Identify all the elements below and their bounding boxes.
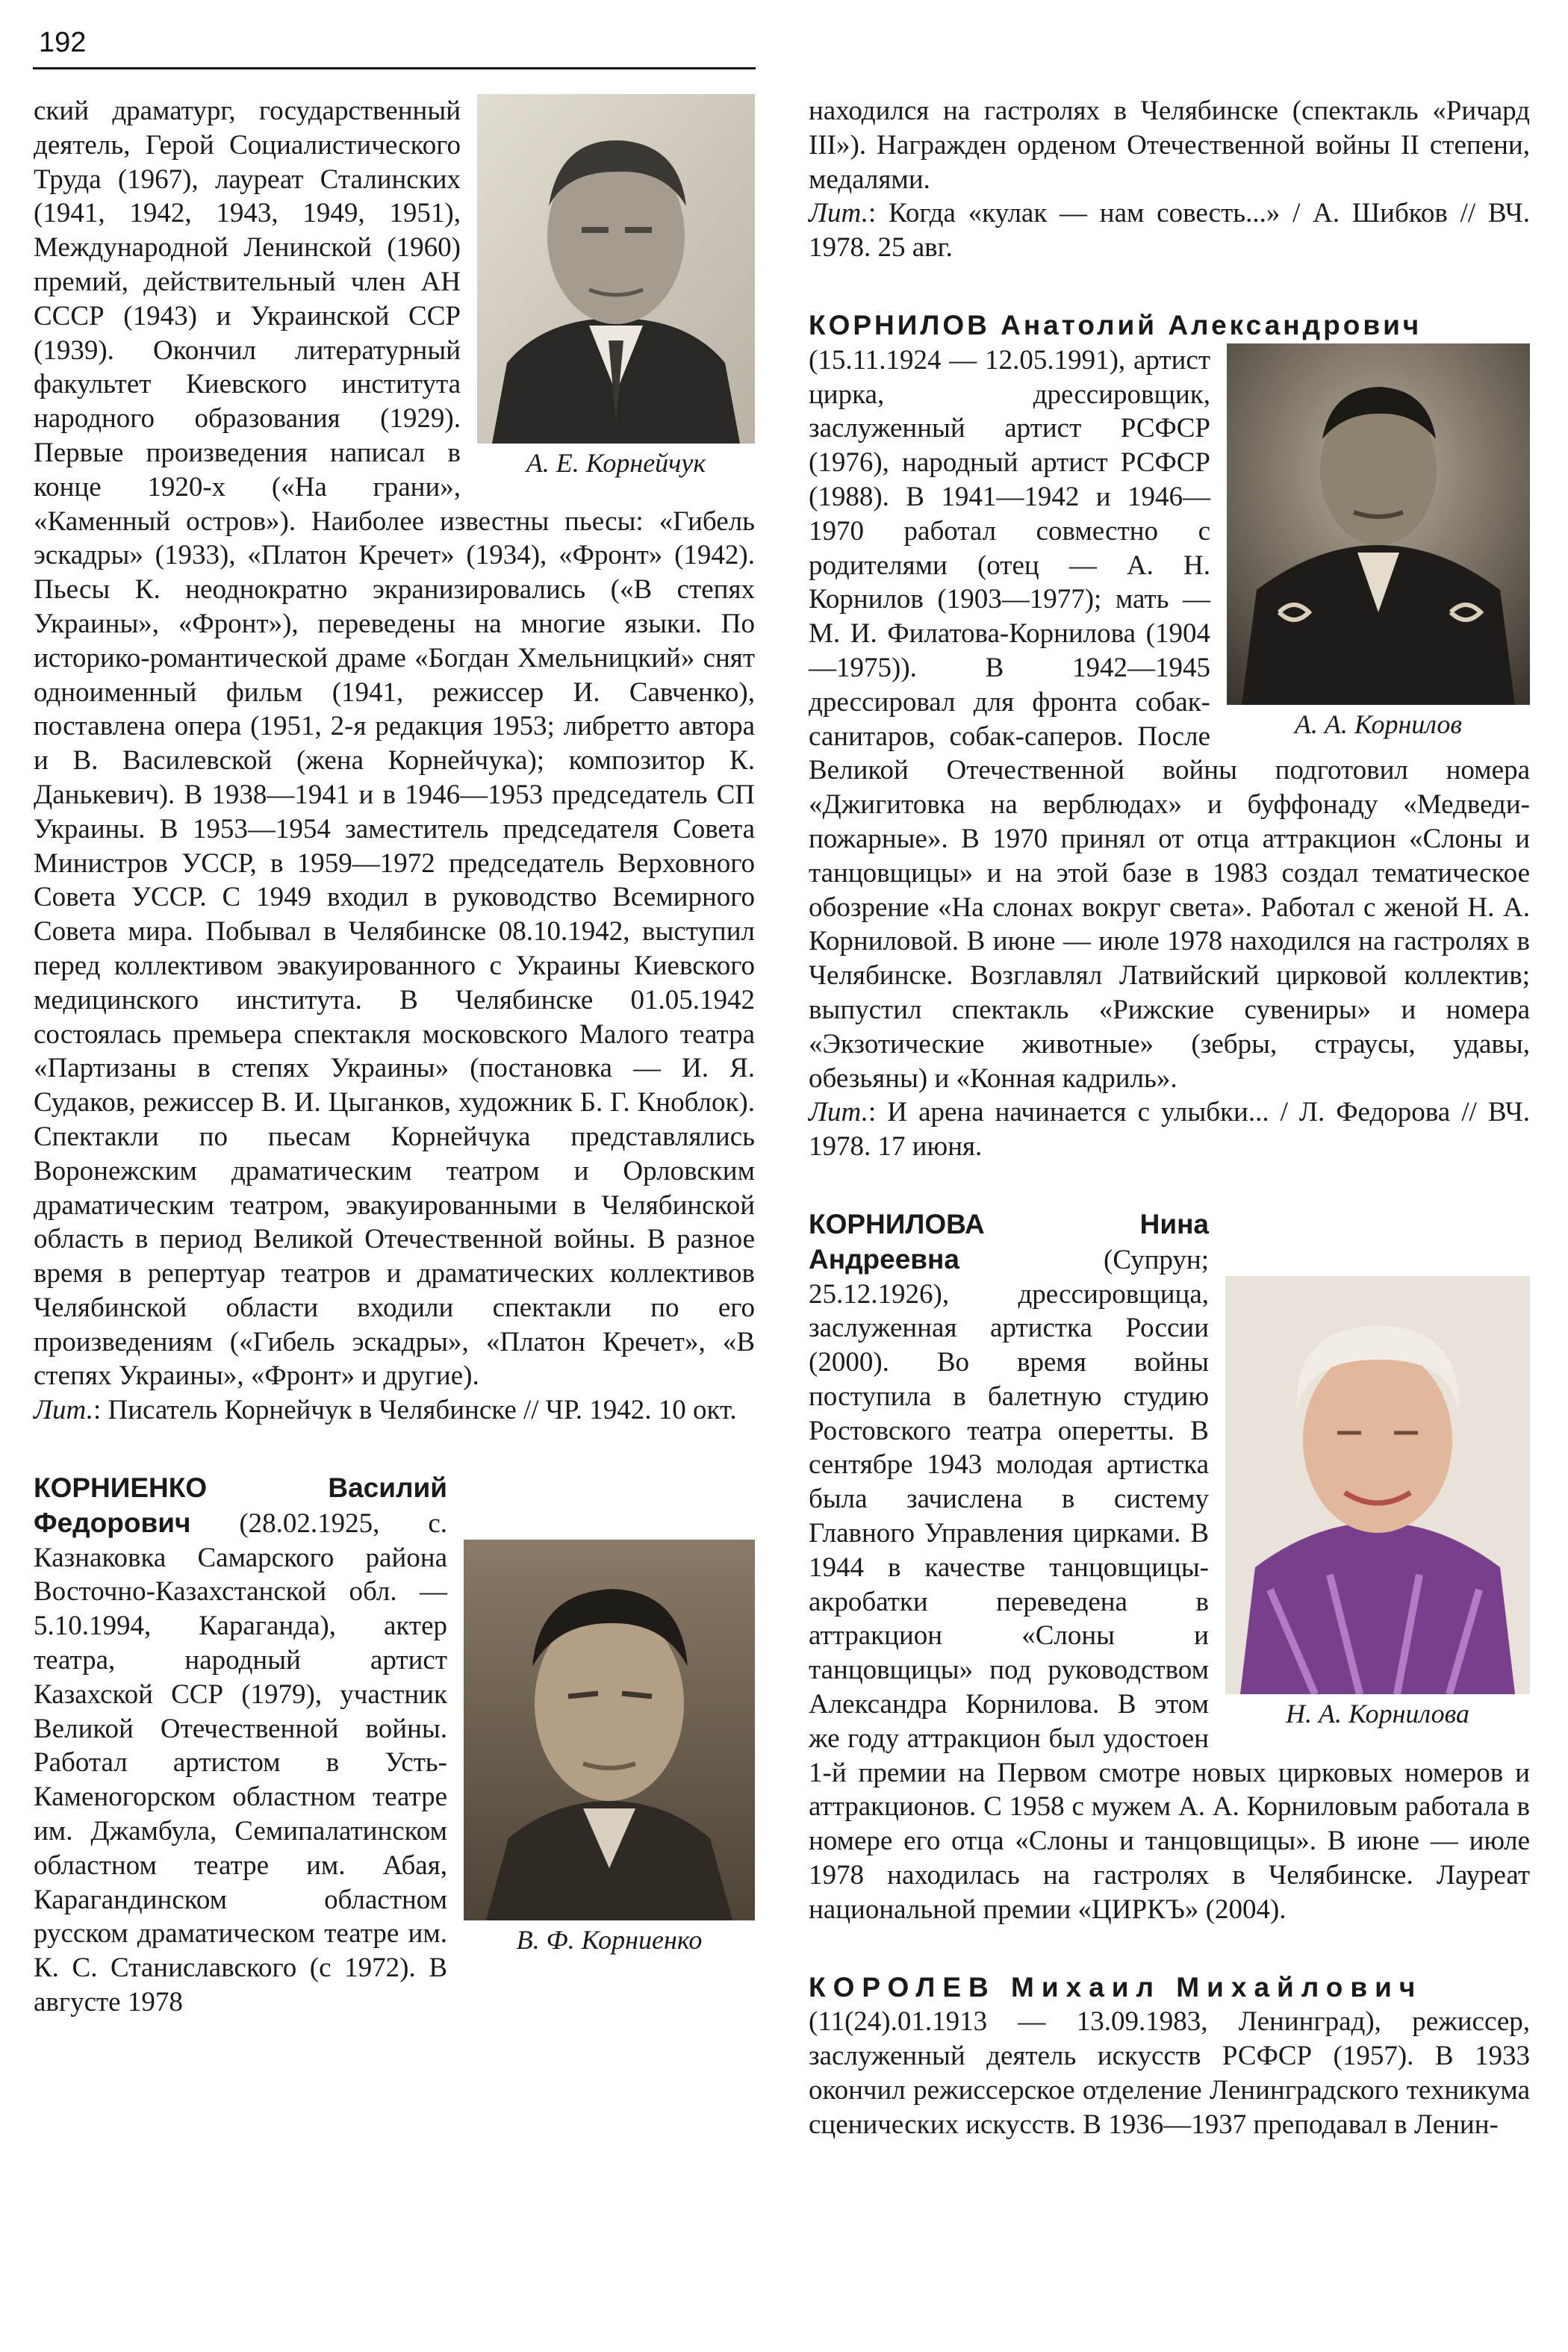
figure-kornilov [1227, 343, 1530, 741]
lit-label: Лит. [809, 198, 868, 229]
entry-kornilov [809, 308, 1530, 1164]
caption-kornilova: Н. А. Корнилова [1286, 1698, 1469, 1729]
lit-label: Лит. [34, 1395, 93, 1426]
lit-text: : Когда «кулак — нам совесть...» / А. Шибков // ВЧ. 1978. 25 авг. [809, 198, 1530, 264]
entry-korolev-body: (11(24).01.1913 — 13.09.1983, Ленинград), режиссер, заслуженный деятель искусств РСФСР (1957). В 1933 окончил режиссерское отделение Ленинградского техникума сценических искусств. В 1936—1937 преподавал в Ленин- [809, 2006, 1530, 2140]
caption-kornienko: В. Ф. Корниенко [516, 1925, 703, 1956]
headword-kornienko: КОРНИЕНКО Василий Федорович [34, 1472, 447, 1538]
entry-korneychuk-body: ский драматург, государственный деятель, Герой Социалистического Труда (1967), лауреат Сталинских (1941, 1942, 1943, 1949, 1951), Международной Ленинской (1960) премий, действительный член АН СССР (1943) и Украинской ССР (1939). Окончил литературный факультет Киевского института народного образования (1929). Первые произведения написал в конце 1920-х («На грани», «Каменный остров»). Наиболее известны пьесы: «Гибель эскадры» (1933), «Платон Кречет» (1934), «Фронт» (1942). Пьесы К. неоднократно экранизировались («В степях Украины», «Фронт»), переведены на многие языки. По историко-романтической драме «Богдан Хмельницкий» снят одноименный фильм (1941, режиссер И. Савченко), поставлена опера (1951, 2-я редакция 1953; либретто автора и В. Василевской (жена Корнейчука); композитор К. Данькевич). В 1938—1941 и в 1946—1953 председатель СП Украины. В 1953—1954 заместитель председателя Совета Министров УССР, в 1959—1972 председатель Верховного Совета УССР. С 1949 входил в руководство Всемирного Совета мира. Побывал в Челябинске 08.10.1942, выступил перед коллективом эвакуированного с Украины Киевского медицинского института. В Челябинске 01.05.1942 состоялась премьера спектакля московского Малого театра «Партизаны в степях Украины» (постановка — И. Я. Судаков, режиссер В. И. Цыганков, художник Б. Г. Кноблок). Спектакли по пьесам Корнейчука представлялись Воронежским драматическим театром и Орловским драматическим театром, эвакуированными в Челябинской область в период Великой Отечественной войны. В разное время в репертуар театров и драматических коллективов Челябинской области входили спектакли по его произведениям («Гибель эскадры», «Платон Кречет», «В степях Украины», «Фронт» и другие). [34, 96, 755, 1392]
lit-text: : Писатель Корнейчук в Челябинске // ЧР. 1942. 10 окт. [93, 1395, 737, 1426]
headword-kornilova: КОРНИЛОВА Нина Андреевна [809, 1208, 1209, 1275]
entry-kornilov-heading [809, 308, 1530, 343]
portrait-kornienko-photo [464, 1540, 755, 1920]
figure-korneychuk [477, 94, 755, 479]
caption-korneychuk: А. Е. Корнейчук [526, 448, 706, 478]
lit-label: Лит. [809, 1097, 868, 1128]
headword-korolev: КОРОЛЕВ Михаил Михайлович [809, 1971, 1423, 2003]
continuation-text [809, 94, 1530, 196]
entry-korolev-heading [809, 1970, 1530, 2006]
lit-text: : И арена начинается с улыбки... / Л. Федорова // ВЧ. 1978. 17 июня. [809, 1097, 1530, 1163]
caption-kornilov: А. А. Корнилов [1294, 709, 1463, 739]
entry-korneychuk [34, 94, 755, 1428]
entry-korneychuk-literature [34, 1393, 755, 1428]
portrait-kornilov-photo [1227, 343, 1530, 705]
headword-kornilov: КОРНИЛОВ Анатолий Александрович [809, 309, 1422, 340]
entry-korolev-text [809, 2005, 1530, 2141]
figure-kornilova [1225, 1276, 1530, 1730]
figure-kornienko [464, 1540, 755, 1956]
entry-kornienko-body: (28.02.1925, с. Казнаковка Самарского района Восточно-Казахстанской обл. — 5.10.1994, Караганда), актер театра, народный артист Казахской ССР (1979), участник Великой Отечественной войны. Работал артистом в Усть-Каменогорском областном театре им. Джамбула, Семипалатинском областном театре им. Абая, Карагандинском областном русском драматическом театре им. К. С. Станиславского (с 1972). В августе 1978 [34, 1508, 447, 2018]
page-number: 192 [39, 27, 87, 58]
entry-kornilov-body: (15.11.1924 — 12.05.1991), артист цирка, дрессировщик, заслуженный артист РСФСР (1976), народный артист РСФСР (1988). В 1941—1942 и 1946—1970 работал совместно с родителями (отец — А. Н. Корнилов (1903—1977); мать — М. И. Филатова-Корнилова (1904—1975)). В 1942—1945 дрессировал для фронта собак-санитаров, собак-саперов. После Великой Отечественной войны подготовил номера «Джигитовка на верблюдах» и буффонаду «Медведи-пожарные». В 1970 принял от отца аттракцион «Слоны и танцовщицы» и на этой базе в 1983 создал тематическое обозрение «На слонах вокруг света». Работал с женой Н. А. Корниловой. В июне — июле 1978 находился на гастролях в Челябинске. Возглавлял Латвийский цирковой коллектив; выпустил спектакль «Рижские сувениры» и номера «Экзотические животные» (зебры, страусы, удавы, обезьяны) и «Конная кадриль». [809, 344, 1530, 1094]
portrait-korneychuk-photo [477, 94, 755, 444]
left-column [34, 94, 755, 2063]
entry-korolev [809, 1970, 1530, 2142]
header-rule [33, 67, 756, 69]
continuation-literature [809, 196, 1530, 265]
entry-kornienko [34, 1471, 755, 2020]
entry-kornilova-body: (Супрун; 25.12.1926), дрессировщица, заслуженная артистка России (2000). Во время войны поступила в балетную студию Ростовского театра оперетты. В сентябре 1943 молодая артистка была зачислена в систему Главного Управления цирками. В 1944 в качестве танцовщицы-акробатки переведена в аттракцион «Слоны и танцовщицы» под руководством Александра Корнилова. В этом же году аттракцион был удостоен 1-й премии на Первом смотре новых цирковых номеров и аттракционов. С 1958 с мужем А. А. Корниловым работала в номере его отца «Слоны и танцовщицы». В июне — июле 1978 находилась на гастролях в Челябинске. Лауреат национальной премии «ЦИРКЪ» (2004). [809, 1244, 1530, 1925]
continuation-body: находился на гастролях в Челябинске (спектакль «Ричард III»). Награжден орденом Отечественной войны II степени, медалями. [809, 96, 1530, 195]
entry-kornienko-continued [809, 94, 1530, 265]
right-column [809, 94, 1530, 2185]
portrait-kornilova-photo [1225, 1276, 1530, 1694]
entry-kornilova [809, 1207, 1530, 1927]
entry-kornilov-literature [809, 1095, 1530, 1164]
